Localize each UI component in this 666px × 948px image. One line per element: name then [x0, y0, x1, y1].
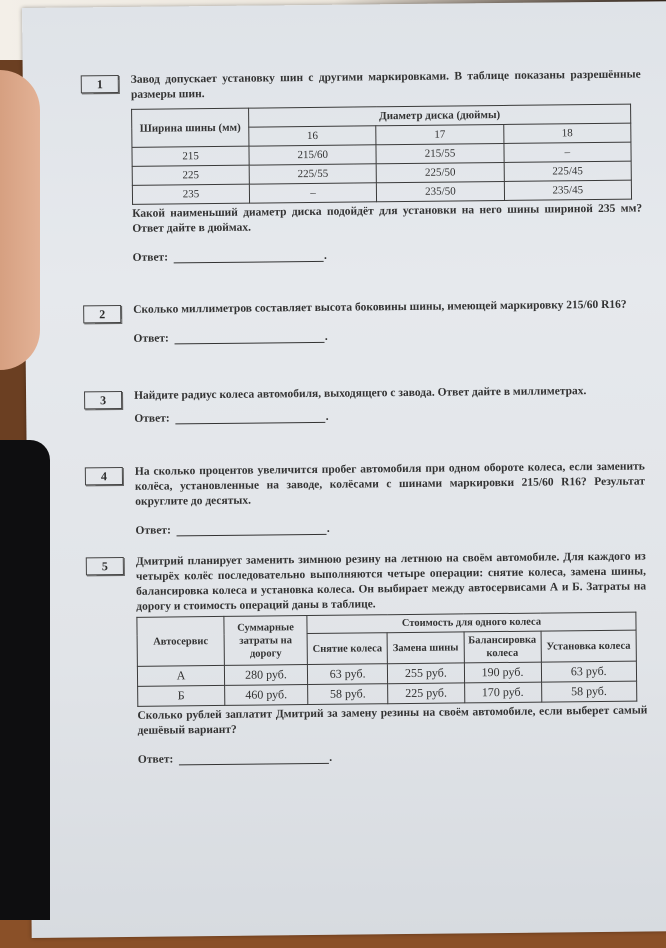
task-number-box: 1	[81, 75, 119, 93]
cell: 190 руб.	[464, 662, 541, 683]
cell: 63 руб.	[307, 664, 388, 685]
cell: Б	[138, 685, 225, 706]
task-4	[85, 460, 646, 538]
header-op: Замена шины	[387, 632, 464, 664]
cell: А	[137, 665, 224, 686]
answer-field[interactable]: Ответ: .	[134, 410, 329, 425]
task-text: Сколько миллиметров составляет высота боковины шины, имеющей маркировку 215/60 R16?	[133, 298, 627, 316]
exam-page	[22, 1, 666, 938]
task-3	[84, 384, 644, 426]
cell: 235/50	[377, 181, 505, 201]
cell: 225/55	[249, 164, 377, 184]
answer-label: Ответ:	[134, 412, 170, 425]
answer-line[interactable]	[175, 330, 325, 345]
col-header: 16	[249, 126, 377, 146]
answer-line[interactable]	[176, 410, 326, 425]
task-question: Какой наименьший диаметр диска подойдёт для установки на него шины шириной 235 мм? Ответ дайте в дюймах.	[132, 202, 643, 235]
answer-label: Ответ:	[132, 251, 169, 264]
answer-line[interactable]	[177, 522, 327, 537]
cell: 225/50	[376, 162, 504, 182]
cell: 215/55	[376, 143, 504, 163]
task-number-box: 4	[85, 467, 123, 485]
table-row	[132, 180, 631, 204]
task-text: На сколько процентов увеличится пробег автомобиля при одном обороте колеса, если заменить колёса, установленные на заводе, колёсами с шинами маркировки 215/60 R16? Результат округлите до десятых.	[134, 460, 646, 508]
task-2	[83, 298, 643, 346]
cell: 170 руб.	[464, 682, 541, 703]
cell: 280 руб.	[224, 665, 307, 686]
header-op: Балансировка колеса	[464, 631, 541, 663]
answer-label: Ответ:	[133, 332, 169, 345]
cell: 215	[132, 146, 249, 166]
header-tire-width: Ширина шины (мм)	[132, 108, 249, 147]
cell: 255 руб.	[388, 663, 464, 684]
cell: –	[504, 142, 632, 162]
task-question: Сколько рублей заплатит Дмитрий за замену резины на своём автомобиле, если выберет самый дешёвый вариант?	[137, 704, 648, 737]
autoservice-table	[136, 612, 637, 707]
cell: 58 руб.	[308, 684, 389, 705]
cell: 235/45	[504, 180, 632, 200]
header-op: Установка колеса	[541, 630, 637, 662]
cell: 58 руб.	[541, 681, 637, 702]
task-text: Завод допускает установку шин с другими маркировками. В таблице показаны разрешённые размеры шин.	[130, 68, 641, 101]
answer-field[interactable]: Ответ: .	[137, 751, 333, 766]
answer-field[interactable]: Ответ: .	[132, 249, 327, 264]
col-header: 17	[376, 124, 504, 144]
header-disk-diameter: Диаметр диска (дюймы)	[249, 104, 631, 127]
task-number-box: 3	[84, 391, 122, 409]
header-cost-per-wheel: Стоимость для одного колеса	[307, 612, 636, 633]
header-road: Суммарные затраты на дорогу	[224, 616, 308, 666]
task-text: Дмитрий планирует заменить зимнюю резину на летнюю на своём автомобиле. Для каждого из четырёх колёс последовательно выполняются четыре операции: снятие колеса, замена шины, балансировка колеса и установка колеса. Он выбирает между автосервисами А и Б. Затраты на дорогу и стоимость операций даны в таблице.	[135, 550, 647, 613]
dark-sleeve	[0, 440, 50, 920]
table-row	[138, 681, 637, 706]
task-1	[81, 68, 643, 265]
cell: 215/60	[249, 145, 377, 165]
header-service: Автосервис	[137, 616, 225, 666]
cell: 225 руб.	[388, 683, 464, 704]
header-op: Снятие колеса	[307, 633, 388, 665]
answer-field[interactable]: Ответ: .	[135, 522, 330, 537]
answer-label: Ответ:	[137, 753, 174, 766]
answer-field[interactable]: Ответ: .	[133, 330, 328, 345]
cell: 225	[132, 165, 249, 185]
task-5	[86, 549, 648, 766]
col-header: 18	[503, 123, 631, 143]
answer-label: Ответ:	[135, 524, 171, 537]
cell: 63 руб.	[541, 661, 637, 682]
finger-holding-page	[0, 70, 40, 370]
answer-line[interactable]	[179, 751, 329, 766]
cell: 460 руб.	[225, 685, 308, 706]
cell: 225/45	[504, 161, 632, 181]
tire-sizes-table	[131, 104, 632, 205]
task-number-box: 5	[86, 557, 124, 575]
answer-line[interactable]	[174, 249, 324, 264]
cell: –	[249, 183, 377, 203]
cell: 235	[132, 184, 249, 204]
task-number-box: 2	[83, 305, 121, 323]
task-text: Найдите радиус колеса автомобиля, выходящего с завода. Ответ дайте в миллиметрах.	[134, 385, 587, 402]
